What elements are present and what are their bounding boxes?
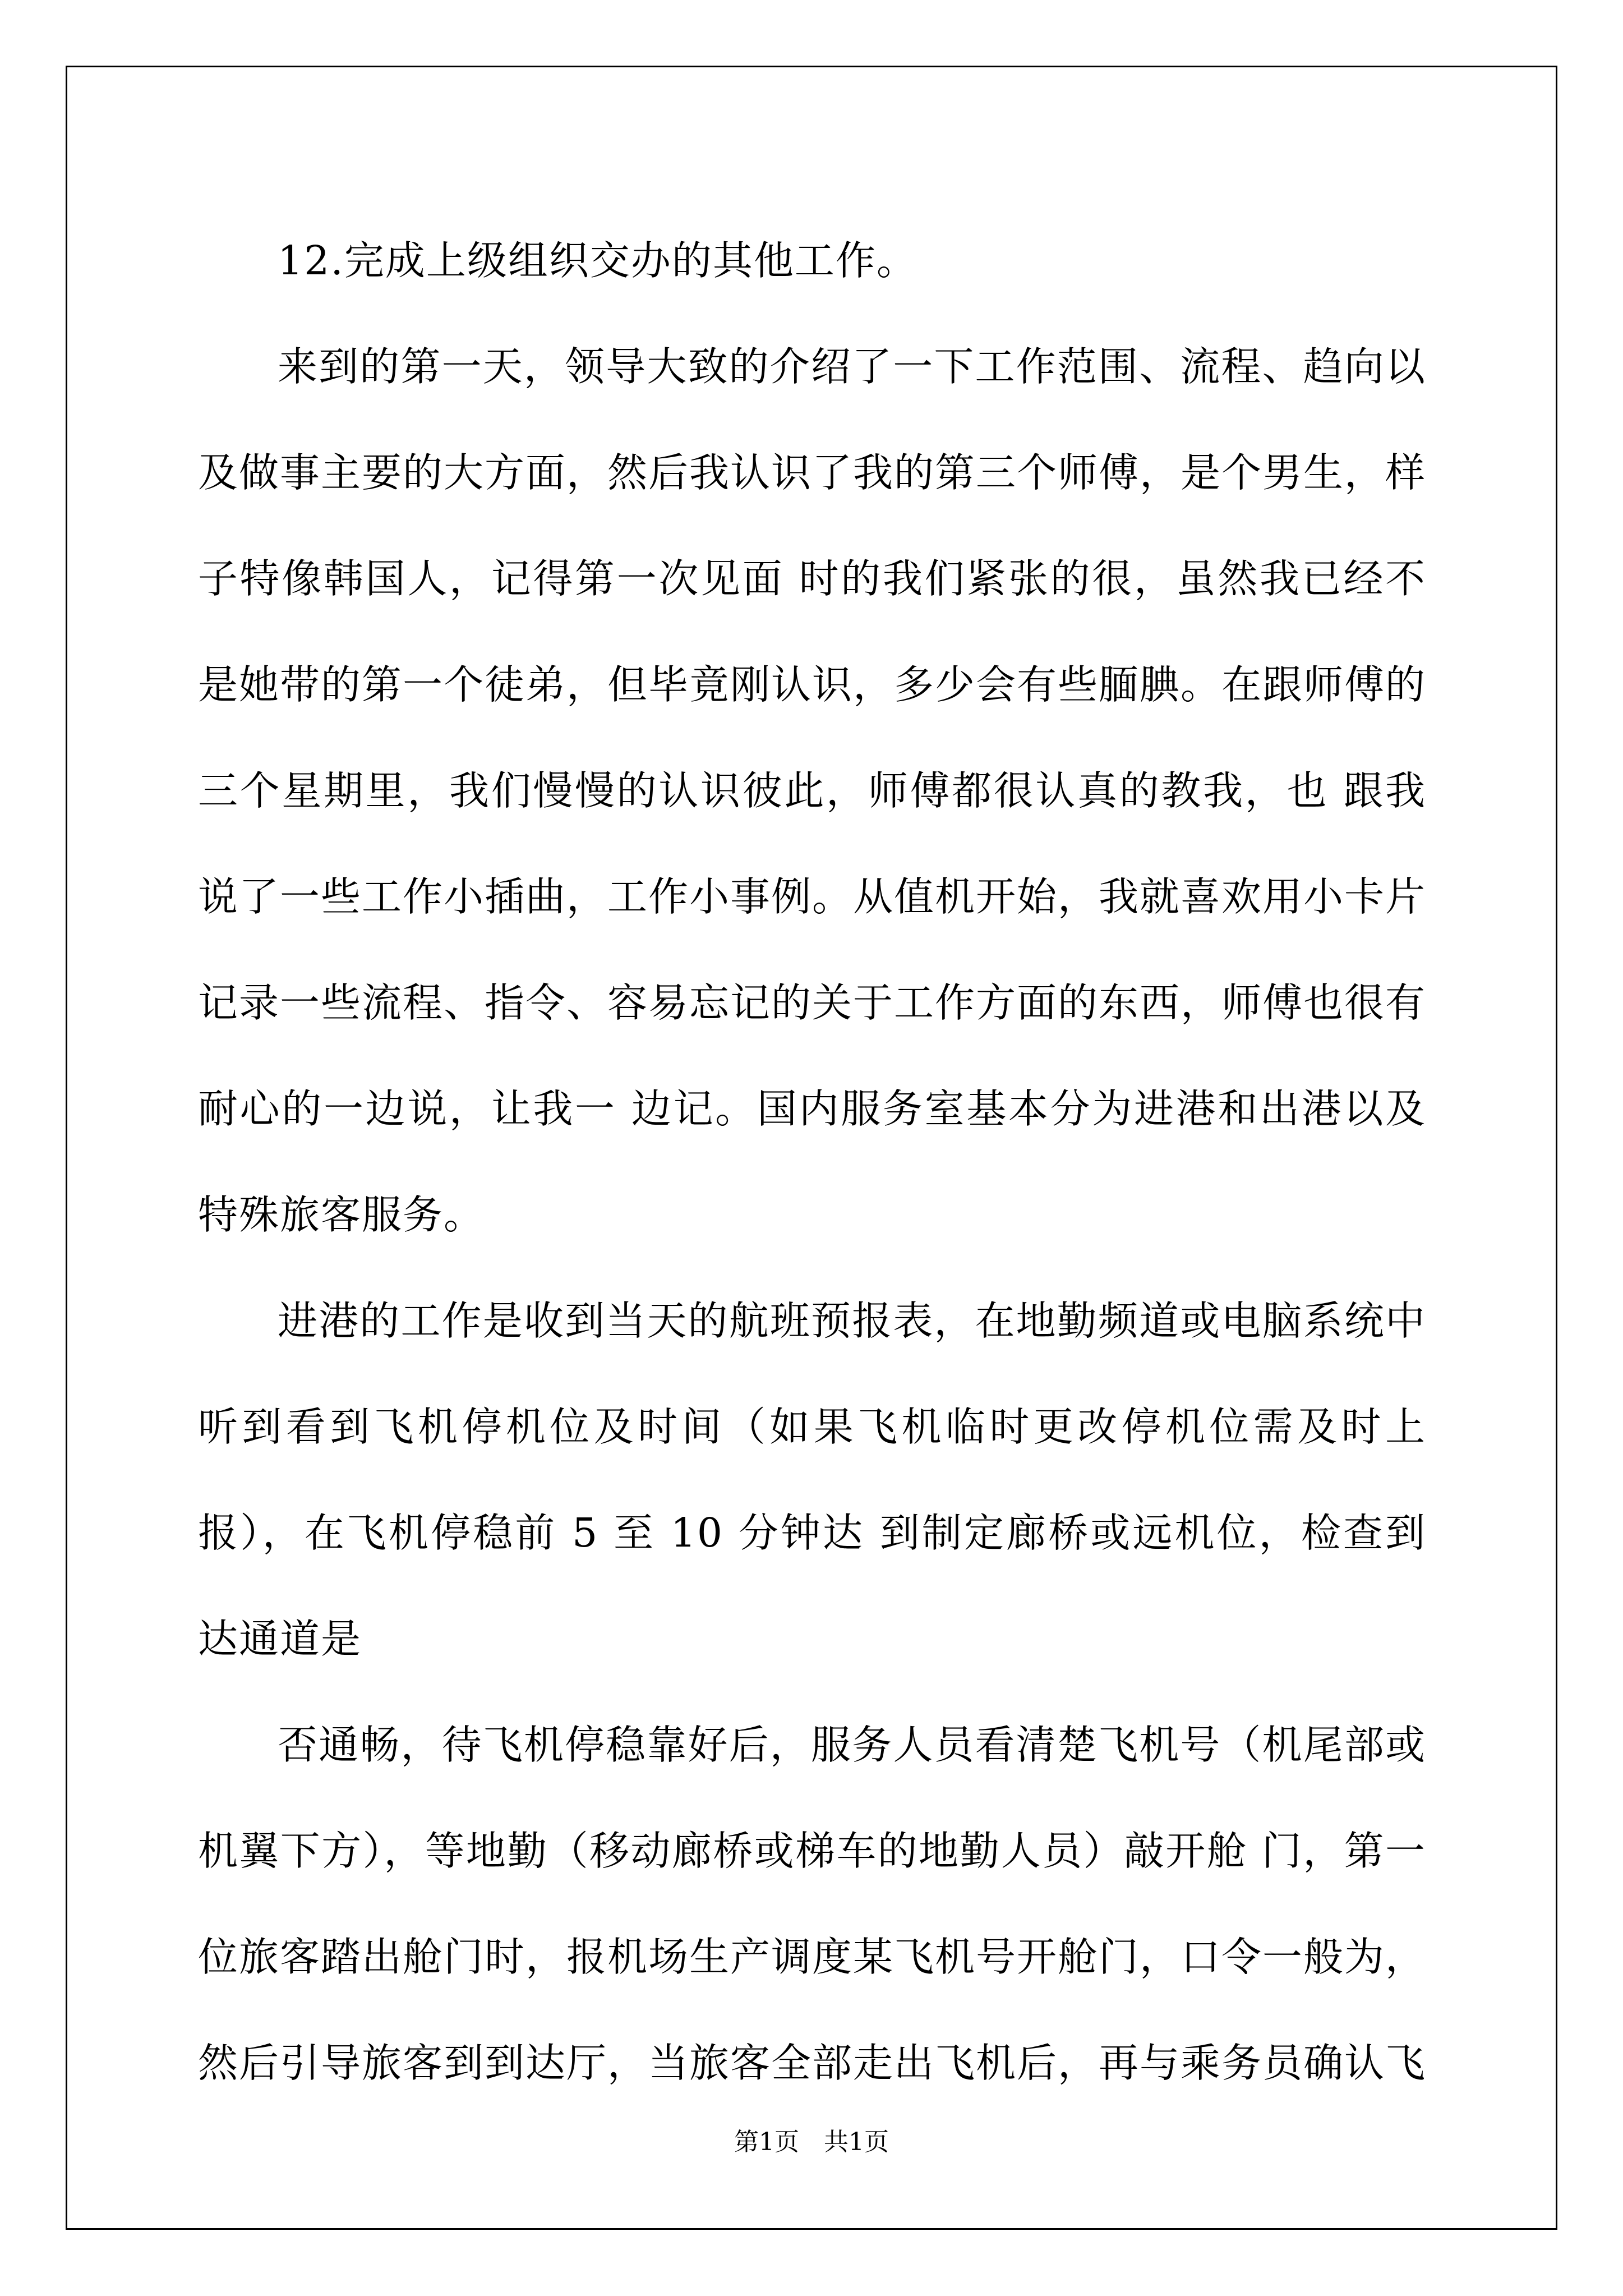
paragraph-cabin-door: 否通畅，待飞机停稳靠好后，服务人员看清楚飞机号（机尾部或机翼下方），等地勤（移动廊桥或梯车的地勤人员）敲开舱 门，第一位旅客踏出舱门时，报机场生产调度某飞机号开舱门，口令一般为，然后引导旅客到到达厅，当旅客全部走出飞机后，再与乘务员确认飞 <box>198 1722 1427 2086</box>
paragraph-task-12: 12.完成上级组织交办的其他工作。 <box>278 237 917 284</box>
page-number-footer: 第1页 共1页 <box>734 2128 889 2156</box>
paragraph-arrival-work: 进港的工作是收到当天的航班预报表，在地勤频道或电脑系统中听到看到飞机停机位及时间（如果飞机临时更改停机位需及时上报），在飞机停稳前 5 至 10 分钟达 到制定廊桥或远机位，检查到达通道是 <box>198 1297 1426 1662</box>
document-body <box>198 208 1426 2116</box>
paragraph-first-day: 来到的第一天，领导大致的介绍了一下工作范围、流程、趋向以及做事主要的大方面，然后我认识了我的第三个师傅，是个男生，样子特像韩国人，记得第一次见面 时的我们紧张的很，虽然我已经不是她带的第一个徒弟，但毕竟刚认识，多少会有些腼腆。在跟师傅的三个星期里，我们慢慢的认识彼此，师傅都很认真的教我，也 跟我说了一些工作小插曲，工作小事例。从值机开始，我就喜欢用小卡片记录一些流程、指令、容易忘记的关于工作方面的东西，师傅也很有耐心的一边说，让我一 边记。国内服务室基本分为进港和出港以及特殊旅客服务。 <box>198 343 1427 1238</box>
